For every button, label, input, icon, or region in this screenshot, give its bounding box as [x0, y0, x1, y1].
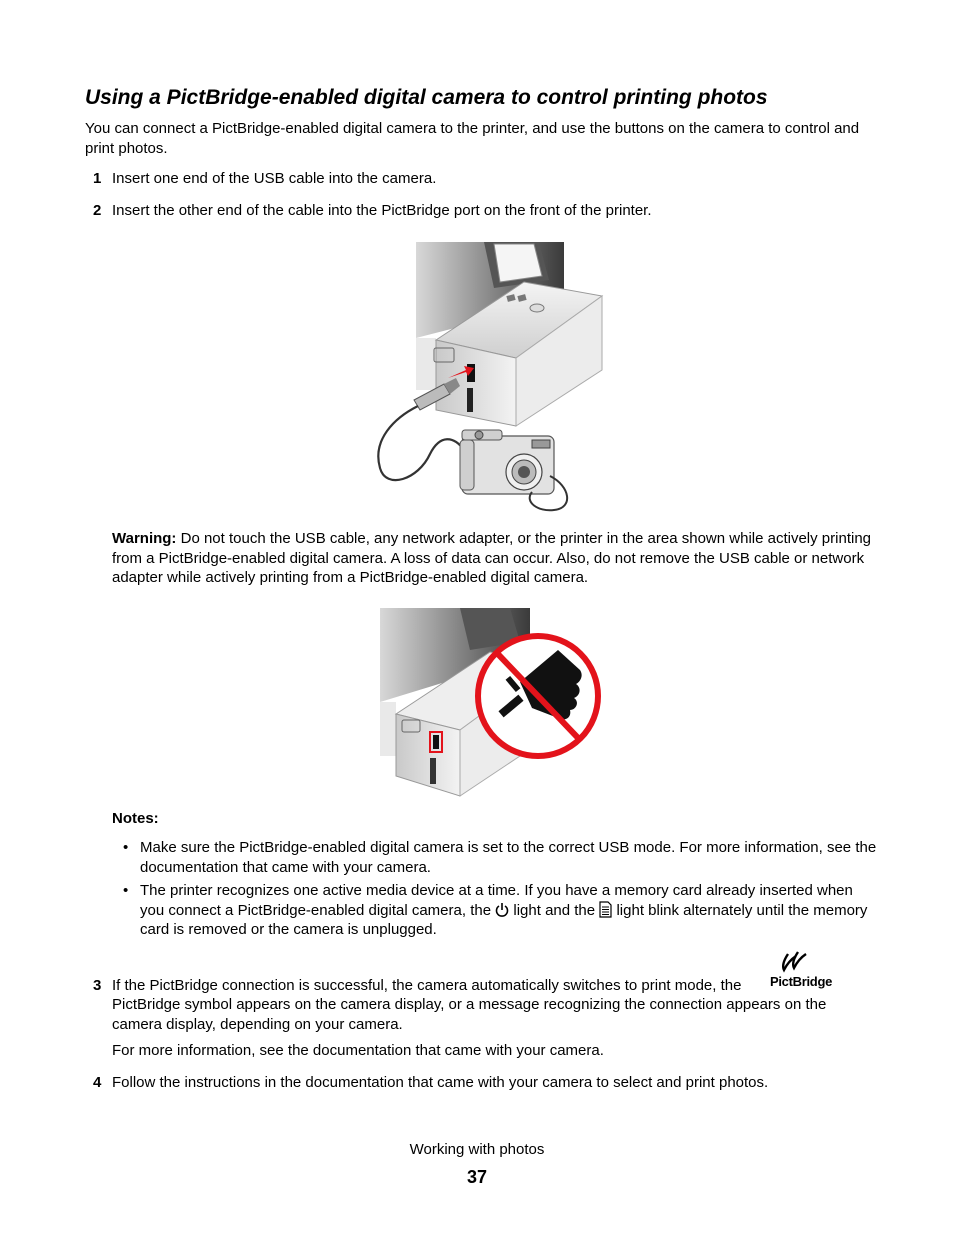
bullet-dot-2: • [123, 882, 129, 899]
bullet-dot-1: • [123, 839, 129, 856]
no-touch-illustration [380, 606, 606, 798]
page-title: Using a PictBridge-enabled digital camera to control printing photos [85, 86, 768, 109]
memory-card-icon [599, 901, 612, 918]
warning-label: Warning: [112, 530, 177, 547]
pictbridge-logo-text: PictBridge [770, 974, 833, 989]
step-text-1: Insert one end of the USB cable into the camera. [112, 170, 437, 187]
step-text-4: Follow the instructions in the documentation that came with your camera to select and print photos. [112, 1074, 769, 1091]
footer-section: Working with photos [409, 1141, 545, 1158]
warning-paragraph [112, 529, 877, 588]
step-text-3-rest: PictBridge symbol appears on the camera display, or a message recognizing the connection appears on the camera display, depending on your camera. [112, 996, 827, 1033]
pictbridge-logo-mark [770, 950, 830, 974]
note-item-2-part2: light and the [513, 901, 596, 919]
intro-paragraph: You can connect a PictBridge-enabled digital camera to the printer, and use the buttons on the camera to control and print photos. [85, 120, 860, 157]
step-text-2: Insert the other end of the cable into the PictBridge port on the front of the printer. [112, 202, 652, 219]
page-number: 37 [466, 1167, 488, 1187]
power-icon [495, 902, 509, 918]
step-number-1: 1 [93, 170, 102, 187]
note-item-2 [140, 881, 878, 940]
pictbridge-logo-icon [770, 950, 833, 992]
note-item-2-part1: The printer recognizes one active media device at a time. If you have a memory card already inserted when you connect a PictBridge-enabled digital camera, the [140, 882, 853, 919]
step-number-3: 3 [93, 977, 102, 994]
printer-camera-illustration [374, 240, 614, 514]
step-number-2: 2 [93, 202, 102, 219]
note-item-1: Make sure the PictBridge-enabled digital camera is set to the correct USB mode. For more information, see the documentation that came with your camera. [140, 839, 877, 876]
step-number-4: 4 [93, 1074, 102, 1091]
warning-text: Do not touch the USB cable, any network adapter, or the printer in the area shown while actively printing from a PictBridge-enabled digital camera. A loss of data can occur. Also, do not remove the USB cable or network adapter while actively printing from a PictBridge-enabled digital camera. [112, 530, 871, 586]
step-3-more-info: For more information, see the documentation that came with your camera. [112, 1042, 604, 1059]
note-item-2-part3: light blink alternately until the memory card is removed or the camera is unplugged. [140, 901, 868, 938]
notes-label: Notes: [112, 810, 159, 827]
step-text-3-line1: If the PictBridge connection is successful, the camera automatically switches to print mode, the [112, 977, 742, 994]
